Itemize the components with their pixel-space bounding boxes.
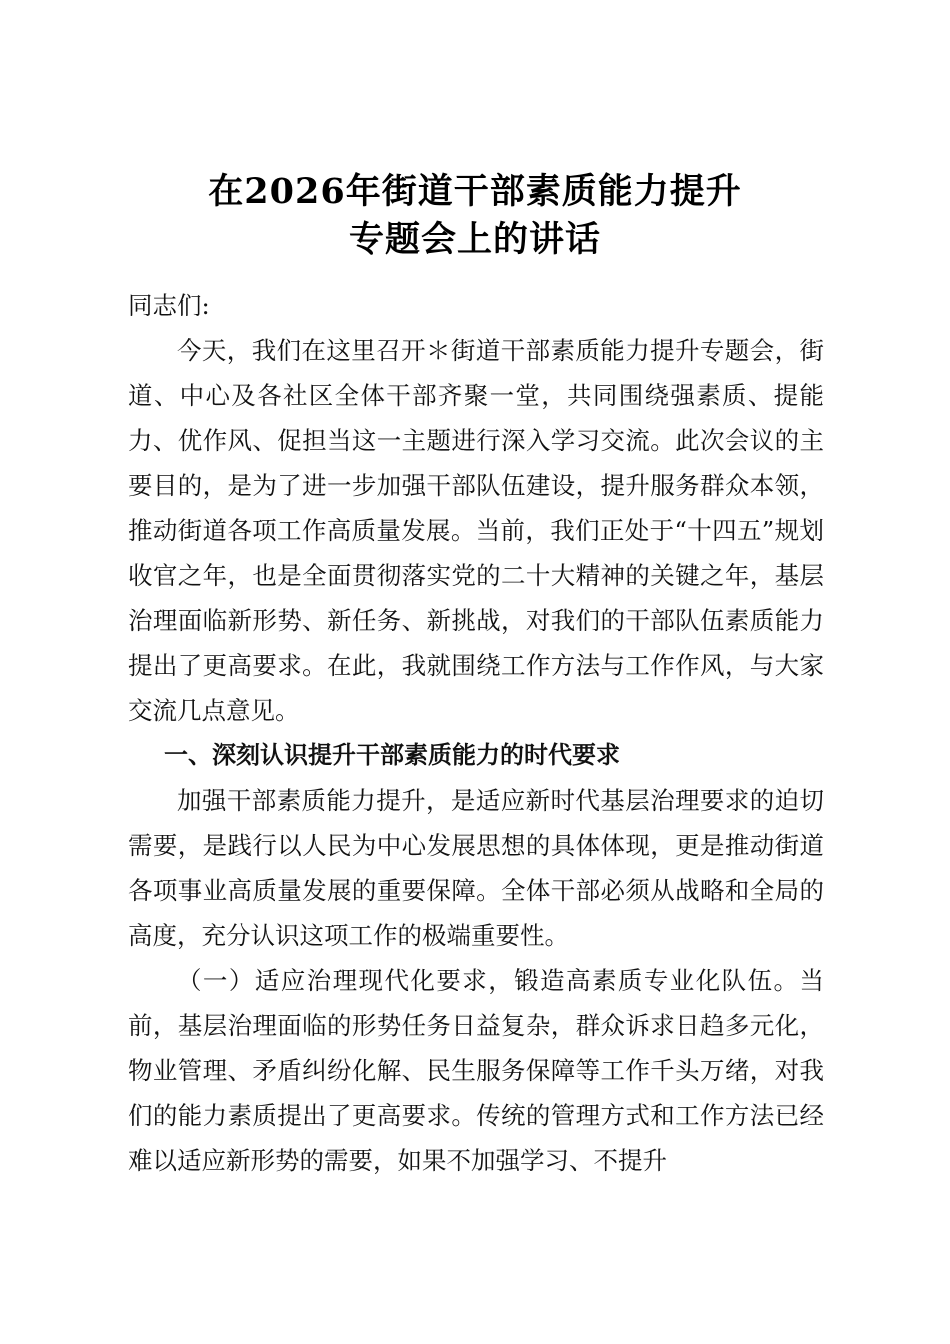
document-title-line-1: 在2026年街道干部素质能力提升 — [208, 171, 742, 212]
document-title-line-2: 专题会上的讲话 — [348, 219, 601, 260]
document-body — [128, 328, 824, 1183]
section-heading-1: 一、深刻认识提升干部素质能力的时代要求 — [164, 741, 620, 769]
paragraph-subsection-1: （一）适应治理现代化要求，锻造高素质专业化队伍。当前，基层治理面临的形势任务日益复杂，群众诉求日趋多元化，物业管理、矛盾纠纷化解、民生服务保障等工作千头万绪，对我们的能力素质提出了更高要求。传统的管理方式和工作方法已经难以适应新形势的需要，如果不加强学习、不提升 — [128, 966, 824, 1175]
paragraph-intro: 今天，我们在这里召开＊街道干部素质能力提升专题会，街道、中心及各社区全体干部齐聚一堂，共同围绕强素质、提能力、优作风、促担当这一主题进行深入学习交流。此次会议的主要目的，是为了进一步加强干部队伍建设，提升服务群众本领，推动街道各项工作高质量发展。当前，我们正处于“十四五”规划收官之年，也是全面贯彻落实党的二十大精神的关键之年，基层治理面临新形势、新任务、新挑战，对我们的干部队伍素质能力提出了更高要求。在此，我就围绕工作方法与工作作风，与大家交流几点意见。 — [128, 336, 824, 725]
paragraph-section-1: 加强干部素质能力提升，是适应新时代基层治理要求的迫切需要，是践行以人民为中心发展思想的具体体现，更是推动街道各项事业高质量发展的重要保障。全体干部必须从战略和全局的高度，充分认识这项工作的极端重要性。 — [128, 786, 824, 950]
salutation: 同志们: — [128, 291, 210, 320]
